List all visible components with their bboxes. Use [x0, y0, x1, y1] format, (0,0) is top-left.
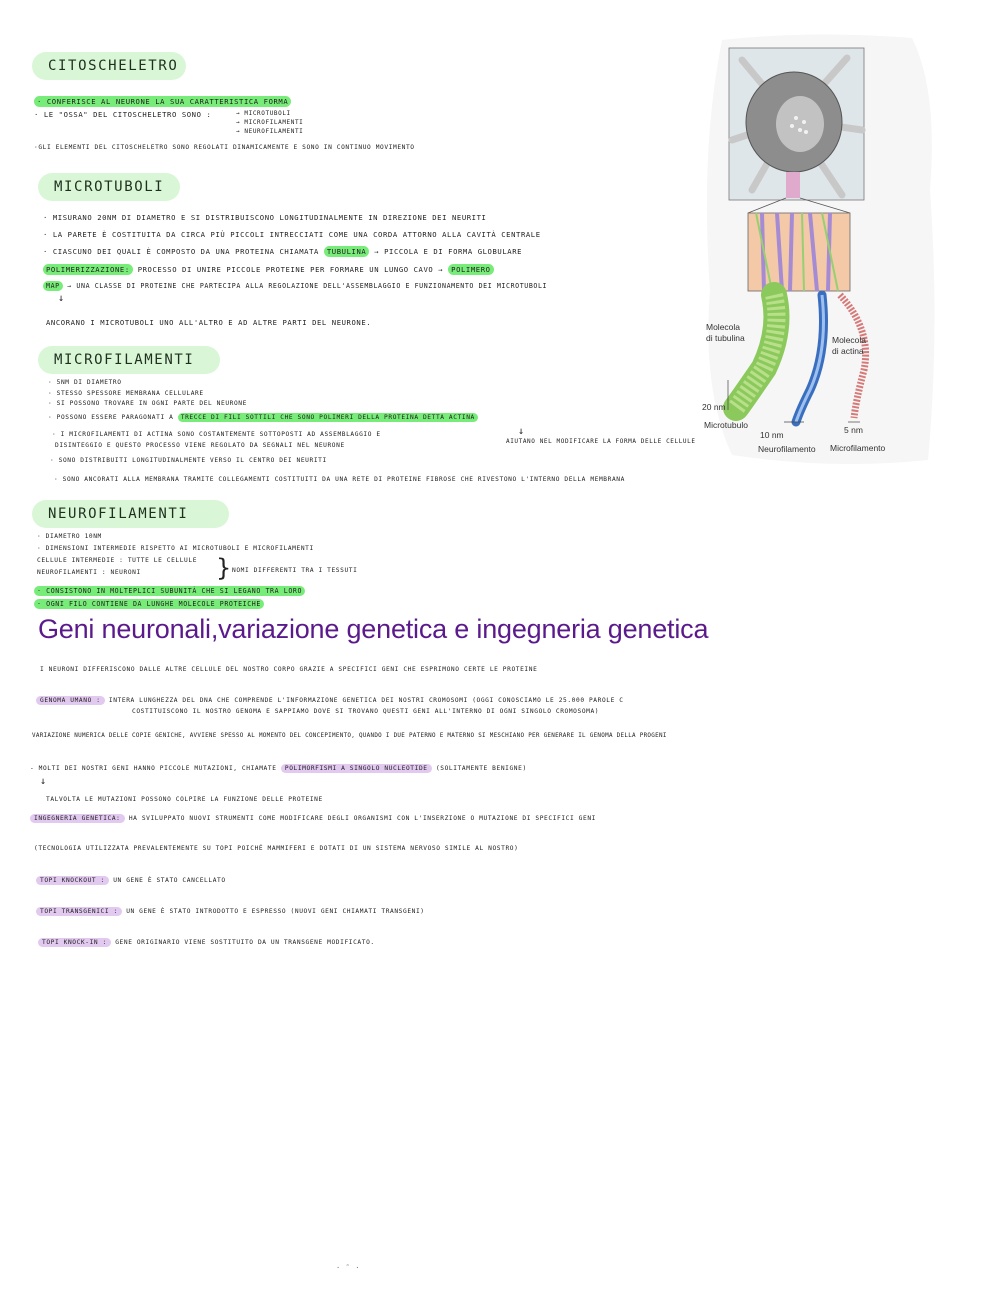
- text-line: · 5NM DI DIAMETRO: [48, 379, 122, 386]
- text-line: TOPI KNOCKOUT : UN GENE È STATO CANCELLATO: [36, 877, 226, 884]
- text-line: - MOLTI DEI NOSTRI GENI HANNO PICCOLE MUTAZIONI, CHIAMATE POLIMORFISMI A SINGOLO NUCLEOTIDE (SOLITAMENTE BENIGNE): [30, 765, 527, 772]
- section-title-citoscheletro: CITOSCHELETRO: [32, 52, 186, 80]
- text-line: · POSSONO ESSERE PARAGONATI A TRECCE DI FILI SOTTILI CHE SONO POLIMERI DELLA PROTEINA DETTA ACTINA: [48, 414, 478, 421]
- text-line: · MISURANO 20NM DI DIAMETRO E SI DISTRIBUISCONO LONGITUDINALMENTE IN DIREZIONE DEI NEURITI: [43, 213, 487, 222]
- label-10nm: 10 nm: [760, 430, 784, 440]
- page-title: Geni neuronali,variazione genetica e ingegneria genetica: [38, 614, 709, 644]
- text-line: ANCORANO I MICROTUBOLI UNO ALL'ALTRO E AD ALTRE PARTI DEL NEURONE.: [46, 318, 372, 327]
- text-line: · LE "OSSA" DEL CITOSCHELETRO SONO :: [34, 110, 212, 119]
- text-line: → MICROFILAMENTI: [236, 119, 304, 126]
- label-20nm: 20 nm: [702, 402, 726, 412]
- page-footer-marks: · ˜ ·: [336, 1264, 361, 1272]
- cytoskeleton-illustration: [692, 30, 942, 466]
- text-line: · DIAMETRO 10NM: [37, 533, 102, 540]
- section-title-neurofilamenti: NEUROFILAMENTI: [32, 500, 229, 528]
- label-neurofilamento: Neurofilamento: [758, 444, 816, 454]
- text-line: INGEGNERIA GENETICA: HA SVILUPPATO NUOVI STRUMENTI COME MODIFICARE DEGLI ORGANISMI CON L'INSERZIONE O MUTAZIONE DI SPECIFICI GENI: [30, 815, 596, 822]
- text-line: → NEUROFILAMENTI: [236, 128, 304, 135]
- text-line: · OGNI FILO CONTIENE DA LUNGHE MOLECOLE PROTEICHE: [34, 600, 264, 608]
- text-line: AIUTANO NEL MODIFICARE LA FORMA DELLE CELLULE: [506, 438, 696, 445]
- label-tubulina: Molecola di tubulina: [706, 322, 745, 343]
- text-line: TOPI KNOCK-IN : GENE ORIGINARIO VIENE SOSTITUITO DA UN TRANSGENE MODIFICATO.: [38, 939, 375, 946]
- text-line: POLIMERIZZAZIONE: PROCESSO DI UNIRE PICCOLE PROTEINE PER FORMARE UN LUNGO CAVO → POLIMERO: [43, 265, 494, 274]
- text-line: NOMI DIFFERENTI TRA I TESSUTI: [232, 567, 358, 574]
- text-line: · SONO DISTRIBUITI LONGITUDINALMENTE VERSO IL CENTRO DEI NEURITI: [50, 457, 327, 464]
- text-line: I NEURONI DIFFERISCONO DALLE ALTRE CELLULE DEL NOSTRO CORPO GRAZIE A SPECIFICI GENI CHE ESPRIMONO CERTE LE PROTEINE: [40, 666, 538, 673]
- text-line: · STESSO SPESSORE MEMBRANA CELLULARE: [48, 390, 204, 397]
- text-line: MAP → UNA CLASSE DI PROTEINE CHE PARTECIPA ALLA REGOLAZIONE DELL'ASSEMBLAGGIO E FUNZIONAMENTO DEI MICROTUBOLI: [43, 282, 547, 290]
- text-line: · DIMENSIONI INTERMEDIE RISPETTO AI MICROTUBOLI E MICROFILAMENTI: [37, 545, 314, 552]
- section-title-microtuboli: MICROTUBOLI: [38, 173, 180, 201]
- label-microtubulo: Microtubulo: [704, 420, 748, 430]
- text-line: · LA PARETE È COSTITUITA DA CIRCA PIÙ PICCOLI INTRECCIATI COME UNA CORDA ATTORNO ALLA CAVITÀ CENTRALE: [43, 230, 541, 239]
- text-line: TALVOLTA LE MUTAZIONI POSSONO COLPIRE LA FUNZIONE DELLE PROTEINE: [46, 796, 323, 803]
- text-line: COSTITUISCONO IL NOSTRO GENOMA E SAPPIAMO DOVE SI TROVANO QUESTI GENI ALL'INTERNO DI OGNI SINGOLO CROMOSOMA): [132, 708, 600, 715]
- label-actina: Molecola di actina: [832, 335, 867, 356]
- text-line: · SI POSSONO TROVARE IN OGNI PARTE DEL NEURONE: [48, 400, 247, 407]
- text-line: ·GLI ELEMENTI DEL CITOSCHELETRO SONO REGOLATI DINAMICAMENTE E SONO IN CONTINUO MOVIMENTO: [34, 144, 415, 151]
- cytoskeleton-svg: [692, 30, 942, 466]
- brace-icon: }: [216, 554, 232, 582]
- text-line: · SONO ANCORATI ALLA MEMBRANA TRAMITE COLLEGAMENTI COSTITUITI DA UNA RETE DI PROTEINE FIBROSE CHE RIVESTONO L'INTERNO DELLA MEMBRANA: [54, 476, 625, 483]
- text-line: TOPI TRANSGENICI : UN GENE È STATO INTRODOTTO E ESPRESSO (NUOVI GENI CHIAMATI TRANSGENI): [36, 908, 425, 915]
- section-title-microfilamenti: MICROFILAMENTI: [38, 346, 220, 374]
- text-line: GENOMA UMANO : INTERA LUNGHEZZA DEL DNA CHE COMPRENDE L'INFORMAZIONE GENETICA DEI NOSTRI CROMOSOMI (OGGI CONOSCIAMO LE 25.000 PAROLE C: [36, 697, 624, 704]
- text-line: → MICROTUBOLI: [236, 110, 291, 117]
- text-line: · CONSISTONO IN MOLTEPLICI SUBUNITÀ CHE SI LEGANO TRA LORO: [34, 587, 305, 595]
- text-line: DISINTEGGIO E QUESTO PROCESSO VIENE REGOLATO DA SEGNALI NEL NEURONE: [55, 442, 345, 449]
- text-line: CELLULE INTERMEDIE : TUTTE LE CELLULE: [37, 557, 198, 564]
- text-line: NEUROFILAMENTI : NEURONI: [37, 569, 141, 576]
- text-line: · CIASCUNO DEI QUALI È COMPOSTO DA UNA PROTEINA CHIAMATA TUBULINA → PICCOLA E DI FORMA GLOBULARE: [43, 247, 523, 256]
- text-line: (TECNOLOGIA UTILIZZATA PREVALENTEMENTE SU TOPI POICHÉ MAMMIFERI E DOTATI DI UN SISTEMA NERVOSO SIMILE AL NOSTRO): [34, 845, 519, 852]
- text-line: · I MICROFILAMENTI DI ACTINA SONO COSTANTEMENTE SOTTOPOSTI AD ASSEMBLAGGIO E: [52, 431, 381, 438]
- arrow-down-icon: ↓: [40, 776, 47, 787]
- text-line: VARIAZIONE NUMERICA DELLE COPIE GENICHE, AVVIENE SPESSO AL MOMENTO DEL CONCEPIMENTO, QUANDO I DUE PATERNO E MATERNO SI MESCHIANO PER GENERARE IL GENOMA DELLA PROGENI: [32, 733, 667, 739]
- axon-hillock: [786, 172, 800, 198]
- arrow-down-icon: ↓: [58, 293, 65, 304]
- text-line: · CONFERISCE AL NEURONE LA SUA CARATTERISTICA FORMA: [34, 97, 291, 106]
- label-5nm: 5 nm: [844, 425, 863, 435]
- nucleus: [776, 96, 824, 152]
- arrow-down-icon: ↓: [518, 426, 525, 437]
- label-microfilamento: Microfilamento: [830, 443, 886, 453]
